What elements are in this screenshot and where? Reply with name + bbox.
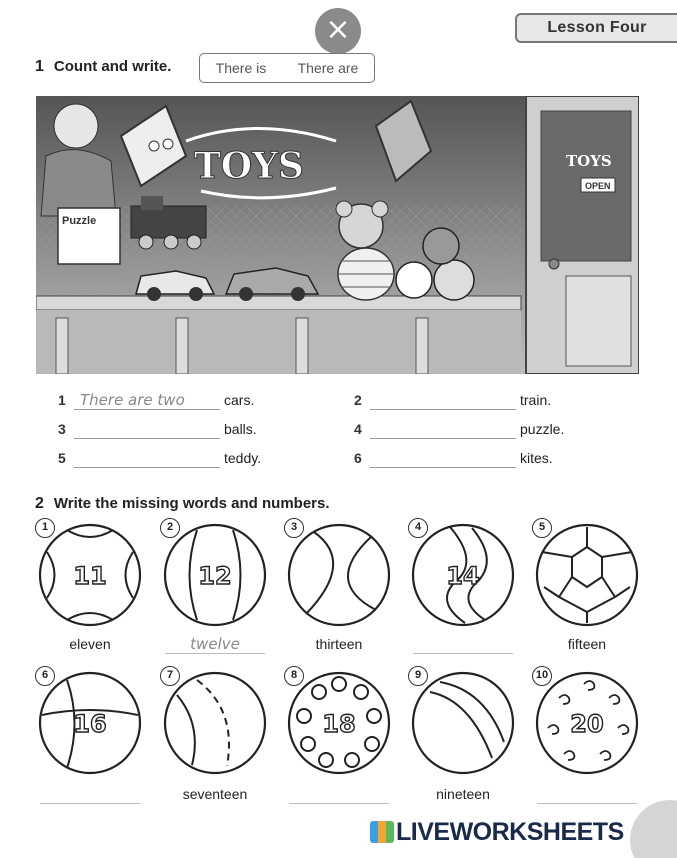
watermark	[370, 818, 624, 847]
close-button[interactable]	[315, 8, 361, 54]
question-number: 4	[354, 421, 362, 437]
question-number: 5	[58, 450, 66, 466]
open-sign: OPEN	[585, 181, 611, 191]
ball-8	[286, 670, 392, 776]
door-sign: TOYS	[566, 152, 612, 170]
ball-drawing	[410, 522, 516, 628]
ball-4	[410, 522, 516, 628]
ball-number-field[interactable]	[314, 564, 364, 586]
ball-badge: 6	[35, 666, 55, 686]
ball-answer-text: twelve	[190, 635, 240, 653]
ball-number: 16	[73, 710, 107, 738]
exercise-2-instruction: Write the missing words and numbers.	[53, 495, 330, 512]
ball-badge: 8	[284, 666, 304, 686]
item-word: kites.	[520, 450, 553, 466]
item-word: puzzle.	[520, 421, 565, 437]
ball-badge: 9	[408, 666, 428, 686]
question-number: 1	[58, 392, 66, 408]
ball-number: 11	[73, 562, 107, 590]
ball-6	[37, 670, 143, 776]
liveworksheets-logo-icon	[370, 821, 394, 843]
item-word: balls.	[224, 421, 257, 437]
ball-badge: 5	[532, 518, 552, 538]
watermark-text: LIVEWORKSHEETS	[396, 818, 624, 846]
answer-field[interactable]	[370, 390, 516, 410]
answer-field[interactable]	[370, 419, 516, 439]
phrase-there-is: There is	[215, 60, 267, 76]
exercise-1-number: 1	[35, 58, 44, 75]
ball-badge: 4	[408, 518, 428, 538]
ball-word: thirteen	[315, 636, 363, 652]
item-word: train.	[520, 392, 552, 408]
puzzle-box-label: Puzzle	[62, 215, 97, 227]
ball-answer-field[interactable]	[289, 784, 389, 804]
ball-word: eleven	[69, 636, 111, 652]
exercise-1-heading	[35, 58, 171, 76]
question-number: 2	[354, 392, 362, 408]
ball-drawing	[37, 670, 143, 776]
exercise-2-number: 2	[35, 495, 44, 512]
ball-word: seventeen	[182, 786, 248, 802]
exercise-1-instruction: Count and write.	[53, 58, 172, 75]
question-number: 6	[354, 450, 362, 466]
toy-shop-illustration	[36, 96, 639, 374]
ball-answer-field[interactable]	[413, 634, 513, 654]
page-corner	[630, 800, 677, 858]
ball-badge: 10	[532, 666, 552, 686]
ball-number: 18	[322, 710, 356, 738]
ball-answer-field[interactable]	[40, 784, 140, 804]
toy-shop-scene	[36, 96, 639, 374]
lesson-title-tab: Lesson Four	[515, 13, 677, 43]
ball-word: nineteen	[436, 786, 490, 802]
ball-badge: 1	[35, 518, 55, 538]
ball-number: 12	[198, 562, 232, 590]
ball-number: 14	[446, 562, 480, 590]
question-number: 3	[58, 421, 66, 437]
ball-drawing	[534, 670, 640, 776]
ball-number-field[interactable]	[438, 712, 488, 734]
ball-number-field[interactable]	[190, 712, 240, 734]
close-icon: ×	[325, 12, 351, 47]
ball-number: 20	[570, 710, 604, 738]
ball-1	[37, 522, 143, 628]
item-word: cars.	[224, 392, 255, 408]
ball-badge: 2	[160, 518, 180, 538]
answer-field[interactable]	[370, 448, 516, 468]
answer-field[interactable]	[74, 448, 220, 468]
ball-answer-field[interactable]	[537, 784, 637, 804]
ball-word: fifteen	[567, 636, 607, 652]
ball-2	[162, 522, 268, 628]
ball-10	[534, 670, 640, 776]
shop-sign: TOYS	[194, 145, 304, 187]
ball-badge: 7	[160, 666, 180, 686]
item-word: teddy.	[224, 450, 262, 466]
ball-drawing	[286, 670, 392, 776]
answer-text: There are two	[80, 391, 185, 409]
phrase-box	[199, 53, 375, 83]
exercise-2-heading	[35, 495, 330, 513]
phrase-there-are: There are	[297, 60, 359, 76]
ball-drawing	[37, 522, 143, 628]
ball-number-field[interactable]	[562, 564, 612, 586]
ball-drawing	[162, 522, 268, 628]
ball-badge: 3	[284, 518, 304, 538]
answer-field[interactable]	[74, 419, 220, 439]
